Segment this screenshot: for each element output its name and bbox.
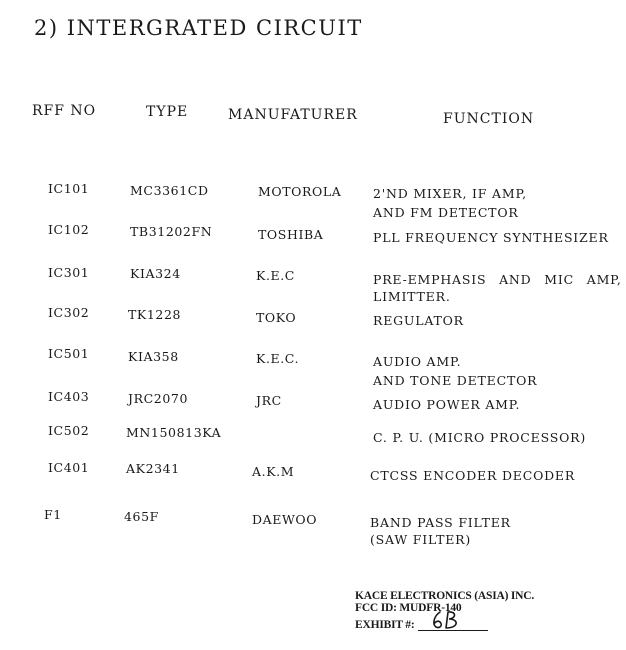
stamp-fcc-id: FCC ID: MUDFR-140 — [355, 602, 462, 614]
row-manufacturer: TOSHIBA — [258, 227, 324, 242]
row-function-line1: CTCSS ENCODER DECODER — [370, 468, 576, 483]
row-function-line1: AUDIO POWER AMP. — [373, 397, 521, 412]
page-title: 2) INTERGRATED CIRCUIT — [34, 16, 363, 40]
row-function-line1: REGULATOR — [373, 313, 464, 328]
row-manufacturer: A.K.M — [252, 464, 295, 479]
header-type: TYPE — [146, 104, 189, 120]
exhibit-handwritten-value — [418, 614, 488, 631]
fcc-stamp — [355, 590, 534, 631]
row-type: KIA324 — [130, 266, 181, 281]
header-manufacturer: MANUFATURER — [228, 107, 358, 123]
row-function-line2: AND FM DETECTOR — [373, 205, 519, 220]
row-type: AK2341 — [126, 461, 180, 476]
row-type: MN150813KA — [126, 425, 222, 440]
row-type: KIA358 — [128, 349, 179, 364]
header-ref-no: RFF NO — [32, 103, 97, 119]
row-function-line1: AUDIO AMP. — [373, 354, 462, 369]
row-manufacturer: JRC — [256, 393, 282, 408]
stamp-company: KACE ELECTRONICS (ASIA) INC. — [355, 590, 535, 602]
row-ref: IC502 — [48, 423, 90, 438]
row-type: MC3361CD — [130, 183, 209, 198]
row-ref: IC102 — [48, 222, 90, 237]
stamp-exhibit — [355, 614, 534, 631]
row-manufacturer: TOKO — [256, 310, 297, 325]
stamp-exhibit-label: EXHIBIT #: — [355, 619, 415, 631]
row-ref: IC301 — [48, 265, 90, 280]
row-ref: IC501 — [48, 346, 90, 361]
row-function-line1: PLL FREQUENCY SYNTHESIZER — [373, 230, 609, 245]
row-ref: IC302 — [48, 305, 90, 320]
row-type: 465F — [124, 509, 159, 524]
row-function-line1: C. P. U. (MICRO PROCESSOR) — [373, 430, 587, 445]
row-type: TK1228 — [128, 307, 182, 322]
row-ref: F1 — [44, 507, 62, 522]
row-function-line2: (SAW FILTER) — [370, 532, 472, 547]
row-manufacturer: K.E.C. — [256, 351, 300, 366]
row-type: JRC2070 — [128, 391, 188, 406]
row-ref: IC101 — [48, 181, 90, 196]
row-function-line2: LIMITTER. — [373, 289, 451, 304]
handwriting-6b-icon — [428, 610, 478, 630]
row-ref: IC401 — [48, 460, 90, 475]
row-manufacturer: DAEWOO — [252, 512, 318, 527]
row-function-line1: 2'ND MIXER, IF AMP, — [373, 186, 527, 201]
row-type: TB31202FN — [130, 224, 213, 239]
row-ref: IC403 — [48, 389, 90, 404]
row-manufacturer: MOTOROLA — [258, 184, 342, 199]
row-function-line1: BAND PASS FILTER — [370, 515, 511, 530]
header-function: FUNCTION — [443, 111, 535, 127]
row-function-line1: PRE-EMPHASIS AND MIC AMP, — [373, 272, 622, 287]
row-manufacturer: K.E.C — [256, 268, 295, 283]
row-function-line2: AND TONE DETECTOR — [373, 373, 538, 388]
